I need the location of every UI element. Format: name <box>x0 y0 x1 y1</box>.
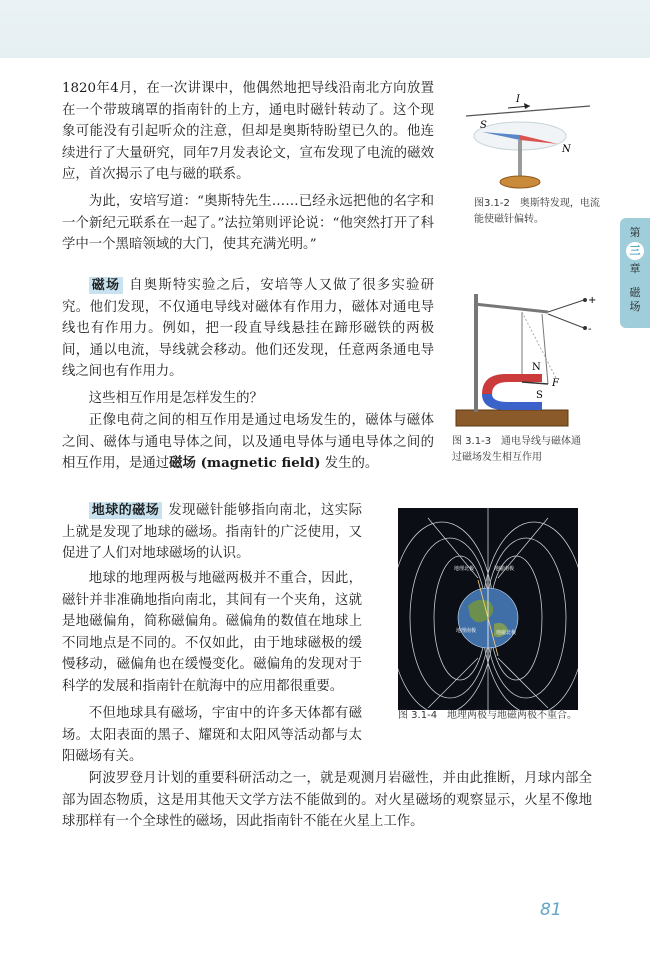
term-magnetic-field: 磁场 <box>89 277 123 294</box>
base-board <box>456 410 568 426</box>
hanging-wire-right <box>542 314 548 384</box>
wire-plus <box>548 300 584 312</box>
geo-south-label: 地理南极 <box>456 628 477 634</box>
paragraph-declination: 地球的地理两极与地磁两极并不重合，因此，磁针并非准确地指向南北，其间有一个夹角，这就是地磁偏角，简称磁偏角。磁偏角的数值在地球上不同地点是不同的。不仅如此，由于地球磁极的缓慢移动，磁偏角也在缓慢变化。磁偏角的发现对于科学的发展和指南针在航海中的应用都很重要。 <box>62 571 362 694</box>
chapter-number: 三 <box>626 242 644 260</box>
north-label: N <box>562 144 571 155</box>
bold-term-magnetic-field: 磁场 (magnetic field) <box>169 455 321 472</box>
topic-char-1: 磁 <box>629 286 641 299</box>
terminal-minus <box>583 326 587 330</box>
paragraph-question: 这些相互作用是怎样发生的？ <box>88 391 263 406</box>
south-label: S <box>480 120 487 131</box>
chapter-side-tab <box>620 218 650 328</box>
paragraph-oersted-discovery: 1820年4月，在一次讲课中，他偶然地把导线沿南北方向放置在一个带玻璃罩的指南针的上方，通电时磁针转动了。这个现象可能没有引起听众的注意，但却是奥斯特盼望已久的。他连续进行了大量研究，同年7月发表论文，宣布发现了电流的磁效应，首次揭示了电与磁的联系。 <box>62 81 434 183</box>
stand-arm <box>474 304 548 312</box>
paragraph-field-definition <box>62 410 434 475</box>
paragraph-text: 发生的。 <box>320 456 379 472</box>
paragraph-ampere-quote: 为此，安培写道：“奥斯特先生……已经永远把他的名字和一个新纪元联系在一起了。”法拉第则评论说：“他突然打开了科学中一个黑暗领域的大门，使其充满光明。” <box>62 194 434 253</box>
wire-minus <box>548 314 584 328</box>
conductor-rod <box>522 382 548 384</box>
figure-caption-oersted: 图3.1-2 奥斯特发现，电流能使磁针偏转。 <box>474 198 600 225</box>
wire <box>466 106 590 116</box>
term-earth-field: 地球的磁场 <box>89 502 162 519</box>
current-label: I <box>516 94 520 105</box>
page-number: 81 <box>540 900 562 920</box>
figure-earth-field <box>398 508 578 710</box>
figure-caption-earth-field: 图 3.1-4 地理两极与地磁两极不重合。 <box>398 710 578 721</box>
figure-wire-magnet <box>452 282 597 430</box>
paragraph-celestial-fields: 不但地球具有磁场，宇宙中的许多天体都有磁场。太阳表面的黑子、耀斑和太阳风等活动都与太阳磁场有关。 <box>62 706 362 765</box>
plus-label: + <box>588 295 597 306</box>
compass-stand <box>518 140 522 178</box>
magnet-north-arm <box>482 374 542 394</box>
figure-oersted-experiment <box>458 88 598 196</box>
chapter-label-top: 第 <box>629 226 641 239</box>
topic-char-2: 场 <box>629 300 641 313</box>
mag-south-label: 地磁南极 <box>494 566 515 572</box>
minus-label: - <box>588 324 592 335</box>
magnet-north-label: N <box>532 362 541 373</box>
magnet-south-arm <box>482 394 542 410</box>
mag-north-label: 地磁北极 <box>496 630 517 636</box>
geo-north-label: 地理北极 <box>454 566 475 572</box>
stand-pole <box>474 294 478 412</box>
paragraph-text: 自奥斯特实验之后，安培等人又做了很多实验研究。他们发现，不仅通电导线对磁体有作用力，磁体对通电导线也有作用力。例如，把一段直导线悬挂在蹄形磁铁的两极间，通以电流，导线就会移动。他们还发现，任意两条通电导线之间也有作用力。 <box>62 278 434 380</box>
paragraph-text: 正像电荷之间的相互作用是通过电场发生的，磁体与磁体之间、磁体与通电导体之间，以及通电导体与通电导体之间的相互作用，是通过 <box>62 413 434 472</box>
paragraph-magnetic-field-intro <box>62 275 434 383</box>
terminal-plus <box>583 298 587 302</box>
paragraph-earth-field <box>62 500 362 565</box>
magnet-south-label: S <box>536 390 543 401</box>
header-band <box>0 0 650 58</box>
current-arrowhead <box>524 103 530 109</box>
stand-base <box>500 176 540 188</box>
force-label: F <box>552 378 559 389</box>
paragraph-apollo-mars: 阿波罗登月计划的重要科研活动之一，就是观测月岩磁性，并由此推断，月球内部全部为固态物质，这是用其他天文学方法不能做到的。对火星磁场的观察显示，火星不像地球那样有一个全球性的磁场，因此指南针不能在火星上工作。 <box>62 771 592 830</box>
chapter-label-bottom: 章 <box>629 262 641 275</box>
figure-caption-wire-magnet: 图 3.1-3 通电导线与磁体通过磁场发生相互作用 <box>452 436 582 463</box>
paragraph-text: 发现磁针能够指向南北，这实际上就是发现了地球的磁场。指南针的广泛使用，又促进了人们对地球磁场的认识。 <box>62 503 362 562</box>
